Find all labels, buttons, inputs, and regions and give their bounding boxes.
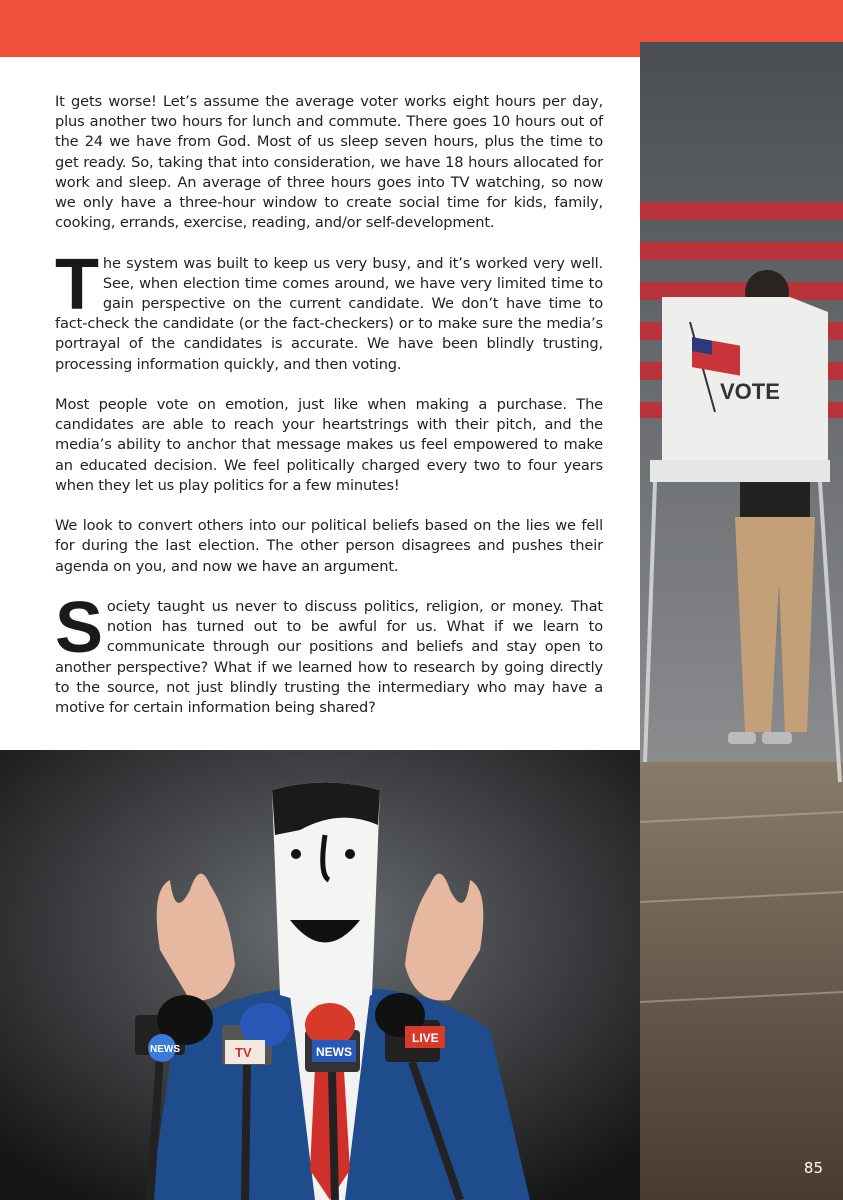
paragraph-text: ociety taught us never to discuss politics, religion, or money. That notion has turned out to be awful for us. What if we learn to communicate through our positions and beliefs and stay open to another perspective? What if we learned how to research by going directly to the source, not just blindly trusting the intermediary who may have a motive for certain information being shared? xyxy=(55,598,603,717)
voting-booth-photo xyxy=(640,42,843,1200)
mic-label: NEWS xyxy=(316,1045,352,1059)
masked-politician-photo xyxy=(0,750,640,1200)
paragraph-1: It gets worse! Let’s assume the average voter works eight hours per day, plus another two hours for lunch and commute. There goes 10 hours out of the 24 we have from God. Most of us sleep seven hours, plus the time to get ready. So, taking that into consideration, we have 18 hours allocated for work and sleep. An average of three hours goes into TV watching, so now we only have a three-hour window to create social time for kids, family, cooking, errands, exercise, reading, and/or self-development. xyxy=(55,93,603,232)
drop-cap: S xyxy=(55,588,103,669)
paragraph-5 xyxy=(55,588,603,718)
mic-label: NEWS xyxy=(150,1044,180,1055)
paragraph-text: he system was built to keep us very busy, and it’s worked very well. See, when election time comes around, we have very limited time to gain perspective on the current candidate. We don’t have time to fact-check the candidate (or the fact-checkers) or to make sure the media’s portrayal of the candidates is accurate. We have been blindly trusting, processing information quickly, and then voting. xyxy=(55,254,603,373)
paragraph-3: Most people vote on emotion, just like when making a purchase. The candidates are able to reach your heartstrings with their pitch, and the media’s ability to anchor that message makes us feel empowered to make an educated decision. We feel politically charged every two to four years when they let us play politics for a few minutes! xyxy=(55,396,603,494)
mic-label: TV xyxy=(235,1045,252,1060)
mic-label: LIVE xyxy=(412,1031,439,1045)
paragraph-4: We look to convert others into our political beliefs based on the lies we fell for during the last election. The other person disagrees and pushes their agenda on you, and now we have an argument. xyxy=(55,517,603,575)
drop-cap: T xyxy=(55,244,99,325)
paragraph-2 xyxy=(55,244,603,375)
page-number: 85 xyxy=(803,1159,823,1177)
booth-vote-label: VOTE xyxy=(720,379,780,404)
article-body xyxy=(55,92,603,738)
